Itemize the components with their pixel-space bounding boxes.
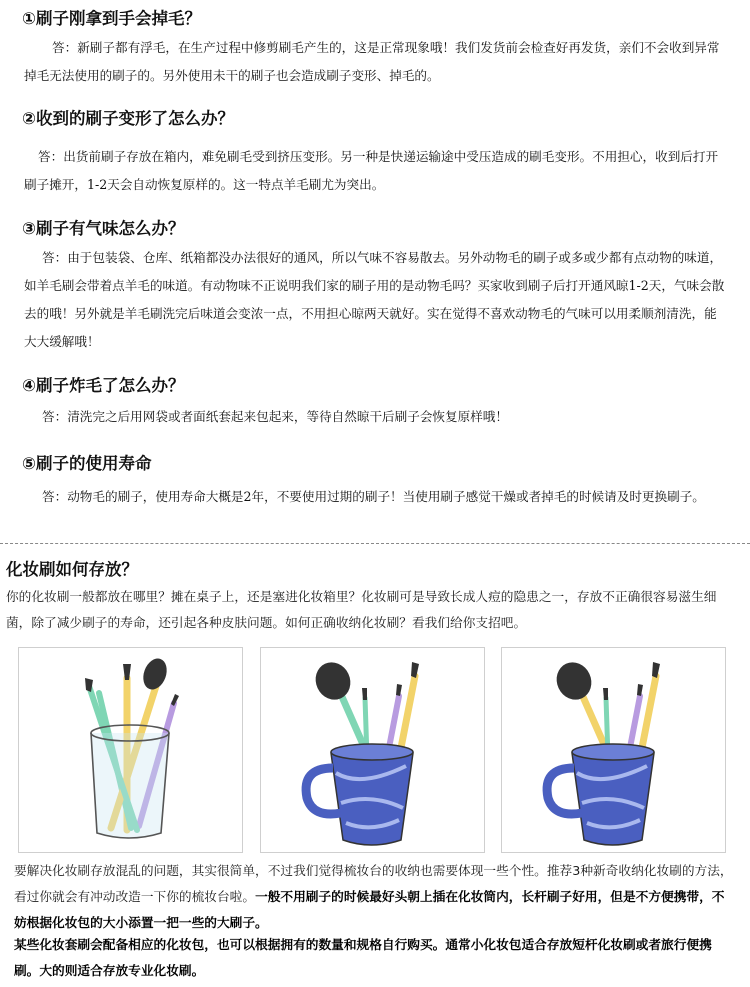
storage-title: 化妆刷如何存放？ [6, 560, 138, 579]
storage-paragraph-2-bold: 某些化妆套刷会配备相应的化妆包，也可以根据拥有的数量和规格自行购买。通常小化妆包适合存放短杆化妆刷或者旅行便携刷。大的则适合存放专业化妆刷。 [14, 937, 712, 978]
faq-question-5: ⑤刷子的使用寿命 [22, 454, 152, 473]
faq-answer-3: 答：由于包装袋、仓库、纸箱都没办法很好的通风，所以气味不容易散去。另外动物毛的刷子或多或少都有点动物的味道，如羊毛刷会带着点羊毛的味道。有动物味不正说明我们家的刷子用的是动物毛吗？买家收到刷子后打开通风晾1-2天，气味会散去的哦！另外就是羊毛刷洗完后味道会变浓一点，不用担心晾两天就好。实在觉得不喜欢动物毛的气味可以用柔顺剂清洗，能大大缓解哦！ [24, 250, 725, 349]
section-divider [0, 543, 750, 544]
storage-paragraph-1 [14, 858, 734, 936]
faq-question-3: ③刷子有气味怎么办？ [22, 219, 185, 238]
storage-paragraph-1-normal: 要解决化妆刷存放混乱的问题，其实很简单，不过我们觉得梳妆台的收纳也需要体现一些个性。推荐3种新奇收纳化妆刷的方法，看过你就会有冲动改造一下你的梳妆台啦。 [14, 863, 733, 904]
faq-question-2: ②收到的刷子变形了怎么办？ [22, 109, 234, 128]
storage-intro: 你的化妆刷一般都放在哪里？摊在桌子上，还是塞进化妆箱里？化妆刷可是导致长成人痘的隐患之一，存放不正确很容易滋生细菌，除了减少刷子的寿命，还引起各种皮肤问题。如何正确收纳化妆刷？看我们给你支招吧。 [6, 589, 717, 630]
faq-answer-5: 答：动物毛的刷子，使用寿命大概是2年，不要使用过期的刷子！当使用刷子感觉干燥或者掉毛的时候请及时更换刷子。 [42, 489, 705, 504]
faq-answer-4: 答：清洗完之后用网袋或者面纸套起来包起来，等待自然晾干后刷子会恢复原样哦！ [42, 409, 508, 424]
illustration-glass-brushes [18, 647, 243, 853]
faq-question-4: ④刷子炸毛了怎么办？ [22, 376, 185, 395]
illustration-mug-brushes-2 [501, 647, 726, 853]
faq-answer-1: 答：新刷子都有浮毛，在生产过程中修剪刷毛产生的，这是正常现象哦！我们发货前会检查好再发货，亲们不会收到异常掉毛无法使用的刷子的。另外使用未干的刷子也会造成刷子变形、掉毛的。 [24, 40, 720, 83]
faq-question-1: ①刷子刚拿到手会掉毛？ [22, 9, 201, 28]
faq-answer-2: 答：出货前刷子存放在箱内，难免刷毛受到挤压变形。另一种是快递运输途中受压造成的刷毛变形。不用担心，收到后打开刷子摊开，1-2天会自动恢复原样的。这一特点羊毛刷尤为突出。 [24, 149, 719, 192]
storage-paragraph-1-bold: 一般不用刷子的时候最好头朝上插在化妆筒内，长杆刷子好用，但是不方便携带，不妨根据化妆包的大小添置一把一些的大刷子。 [14, 889, 725, 930]
storage-paragraph-2 [14, 932, 734, 984]
illustration-mug-brushes-1 [260, 647, 485, 853]
